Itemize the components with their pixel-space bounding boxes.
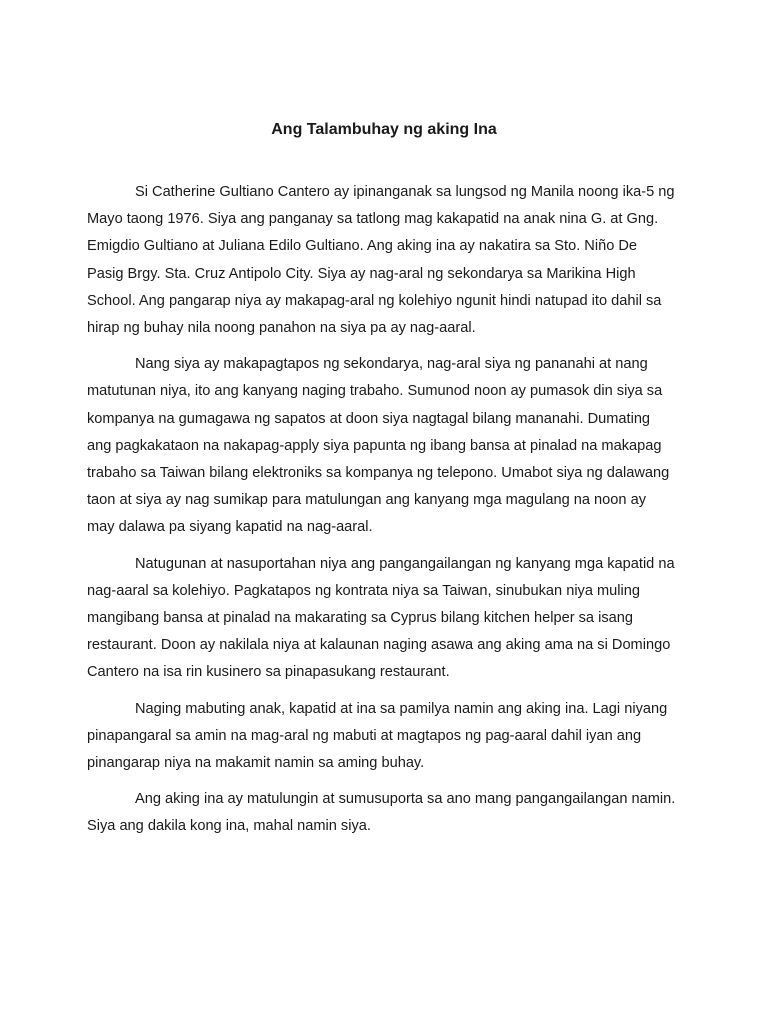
paragraph-5: Ang aking ina ay matulungin at sumusuporta sa ano mang pangangailangan namin. Siya ang dakila kong ina, mahal namin siya. [87,791,676,835]
document-body [87,179,677,850]
paragraph-4: Naging mabuting anak, kapatid at ina sa pamilya namin ang aking ina. Lagi niyang pinapangaral sa amin na mag-aral ng mabuti at magtapos ng pag-aaral dahil iyan ang pinangarap niya na makamit namin sa aming buhay. [87,700,668,772]
paragraph-3: Natugunan at nasuportahan niya ang pangangailangan ng kanyang mga kapatid na nag-aaral sa kolehiyo. Pagkatapos ng kontrata niya sa Taiwan, sinubukan niya muling mangibang bansa at pinalad na makarating sa Cyprus bilang kitchen helper sa isang restaurant. Doon ay nakilala niya at kalaunan naging asawa ang aking ama na si Domingo Cantero na isa rin kusinero sa pinapasukang restaurant. [87,555,675,681]
paragraph-1: Si Catherine Gultiano Cantero ay ipinanganak sa lungsod ng Manila noong ika-5 ng Mayo taong 1976. Siya ang panganay sa tatlong mag kakapatid na anak nina G. at Gng. Emigdio Gultiano at Juliana Edilo Gultiano. Ang aking ina ay nakatira sa Sto. Niño De Pasig Brgy. Sta. Cruz Antipolo City. Siya ay nag-aral ng sekondarya sa Marikina High School. Ang pangarap niya ay makapag-aral ng kolehiyo ngunit hindi natupad ito dahil sa hirap ng buhay nila noong panahon na siya pa ay nag-aaral. [87,184,675,337]
paragraph-2: Nang siya ay makapagtapos ng sekondarya, nag-aral siya ng pananahi at nang matutunan niya, ito ang kanyang naging trabaho. Sumunod noon ay pumasok din siya sa kompanya na gumagawa ng sapatos at doon siya nagtagal bilang mananahi. Dumating ang pagkakataon na nakapag-apply siya papunta ng ibang bansa at pinalad na makapag trabaho sa Taiwan bilang elektroniks sa kompanya ng telepono. Umabot siya ng dalawang taon at siya ay nag sumikap para matulungan ang kanyang mga magulang na noon ay may dalawa pa siyang kapatid na nag-aaral. [87,356,670,536]
document-title: Ang Talambuhay ng aking Ina [271,121,497,138]
